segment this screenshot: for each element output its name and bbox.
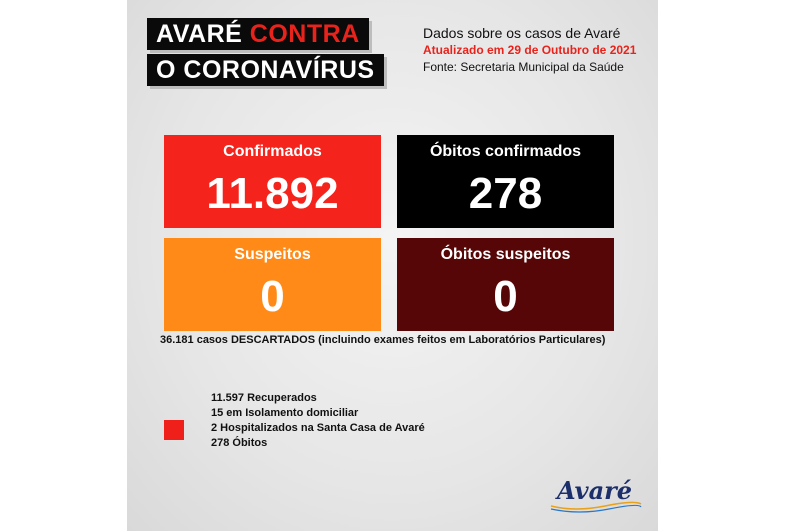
obitos-confirmados-box [397,135,614,228]
title-accent: CONTRA [249,20,360,48]
obitos-suspeitos-label: Óbitos suspeitos [440,246,571,263]
info-source: Fonte: Secretaria Municipal da Saúde [423,60,624,74]
summary-recuperados: 11.597 Recuperados [211,392,317,404]
confirmados-box [164,135,381,228]
info-updated-date: Atualizado em 29 de Outubro de 2021 [423,43,637,57]
discarded-cases-text: 36.181 casos DESCARTADOS (incluindo exames feitos em Laboratórios Particulares) [160,334,606,346]
summary-list [211,391,425,451]
obitos-suspeitos-value: 0 [493,272,518,321]
suspeitos-label: Suspeitos [234,246,311,263]
obitos-confirmados-value: 278 [468,169,543,218]
infographic-canvas [127,0,658,531]
summary-isolamento: 15 em Isolamento domiciliar [211,407,359,419]
suspeitos-box [164,238,381,331]
obitos-confirmados-label: Óbitos confirmados [429,143,582,160]
summary-obitos: 278 Óbitos [211,437,268,449]
obitos-suspeitos-box [397,238,614,331]
title-line-2: O CORONAVÍRUS [147,54,384,86]
title-block [147,18,384,86]
suspeitos-value: 0 [260,272,285,321]
title-city: AVARÉ [156,20,243,48]
svg-text:Avaré: Avaré [557,476,633,505]
confirmados-label: Confirmados [223,143,322,160]
title-line-1 [147,18,369,50]
legend-swatch [164,420,184,440]
summary-hospitalizados: 2 Hospitalizados na Santa Casa de Avaré [211,422,425,434]
info-heading: Dados sobre os casos de Avaré [423,25,621,41]
info-block [423,24,648,76]
confirmados-value: 11.892 [206,169,339,218]
avare-logo-icon [545,466,645,516]
